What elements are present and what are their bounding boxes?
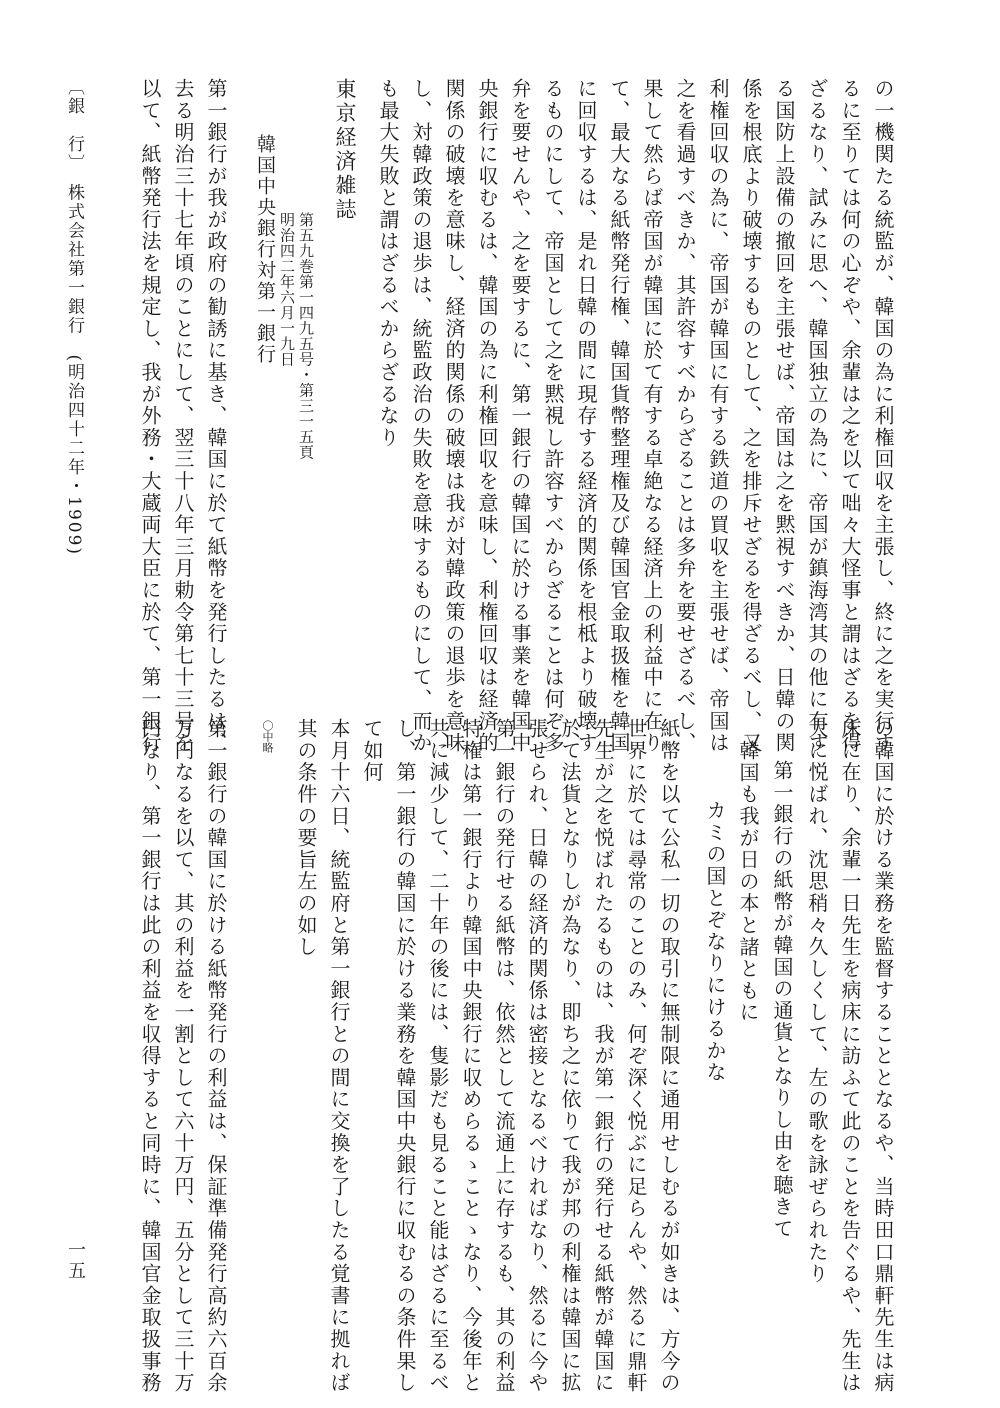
upper-body-column-2: 去る明治三十七年頃のことにして、翌三十八年三月勅令第七十三号を xyxy=(171,78,195,754)
lower-body-column-6: 第一銀行の発行せる紙幣は、依然として流通上に存するも、其の利益 xyxy=(492,718,516,1394)
lower-column-3: 大に悦ばれ、沈思稍々久しくして、左の歌を詠ぜられたり xyxy=(805,718,829,1285)
omission-note: 〇中略 xyxy=(261,720,274,753)
upper-column-13: 央銀行に収むるは、韓国の為に利権回収を意味し、利権回収は経済的 xyxy=(475,78,499,754)
lower-body-column-11: 本月十六日、統監府と第一銀行との間に交換を了したる覚書に拠れば xyxy=(327,718,351,1394)
upper-column-3: ざるなり、試みに思へ、韓国独立の為に、帝国が鎮海湾其の他に有す xyxy=(805,78,829,754)
upper-column-8: 果して然らば帝国が韓国に於て有する卓絶なる経済上の利益中に在り xyxy=(640,78,664,754)
upper-column-1: の一機関たる統監が、韓国の為に利権回収を主張し、終に之を実行す xyxy=(871,78,895,754)
upper-column-9: て、最大なる紙幣発行権、韓国貨幣整理権及び韓国官金取扱権を韓国 xyxy=(607,78,631,754)
lower-body-column-9: し、第一銀行の韓国に於ける業務を韓国中央銀行に収むるの条件果し xyxy=(393,718,417,1394)
lower-body-column-8: 共に減少して、二十年の後には、隻影だも見ること能はざるに至るべ xyxy=(426,718,450,1394)
lower-body-column-7: 特権は第一銀行より韓国中央銀行に収めらるゝことゝなり、今後年と xyxy=(459,718,483,1394)
footer-label: 〔銀 行〕 株式会社第一銀行 (明治四十二年・1909) xyxy=(64,78,84,557)
upper-column-16: も最大失敗と謂はざるべからざるなり xyxy=(376,78,400,449)
upper-column-7: 之を看過すべきか、其許容すべからざることは多弁を要せざるべし、 xyxy=(673,78,697,754)
lower-body-column-2: 世界に於ては尋常のことのみ、何ぞ深く悦ぶに足らんや、然るに鼎軒 xyxy=(624,718,648,1394)
lower-body-column-12: 其の条件の要旨左の如し xyxy=(294,718,318,958)
poem-line-2: カミの国とぞなりにけるかな xyxy=(703,800,727,1084)
lower-body-column-3: 先生が之を悦ばれたるものは、我が第一銀行の発行せる紙幣が韓国に xyxy=(591,718,615,1394)
upper-column-4: る国防上設備の撤回を主張せば、帝国は之を黙視すべきか、日韓の関 xyxy=(772,78,796,754)
lower-body-column-5: 張せられ、日韓の経済的関係は密接となるべければなり、然るに今や xyxy=(525,718,549,1394)
citation-issue: 第五九巻第一四九五号・第三一五頁 xyxy=(297,212,315,460)
lower-final-column-1: 第一銀行の韓国に於ける紙幣発行の利益は、保証準備発行高約六百余 xyxy=(204,718,228,1394)
upper-column-14: 関係の破壊を意味し、経済的関係の破壊は我が対韓政策の退歩を意味 xyxy=(442,78,466,754)
lower-body-column-10: て如何 xyxy=(360,718,384,784)
upper-body-column-3: 以て、紙幣発行法を規定し、我が外務・大蔵両大臣に於て、第一銀行 xyxy=(138,78,162,754)
lower-column-1: の韓国に於ける業務を監督することとなるや、当時田口鼎軒先生は病 xyxy=(871,718,895,1394)
citation-date: 明治四二年六月一九日 xyxy=(278,212,296,367)
source-title: 東京経済雑誌 xyxy=(333,78,357,222)
lower-body-column-4: 於て法貨となりしが為なり、即ち之に依りて我が邦の利権は韓国に拡 xyxy=(558,718,582,1394)
upper-body-column-1: 第一銀行が我が政府の勧誘に基き、韓国に於て紙幣を発行したるは、 xyxy=(204,78,228,754)
upper-column-10: に回収するは、是れ日韓の間に現存する経済的関係を根柢より破壊す xyxy=(574,78,598,754)
poem-intro: 第一銀行の紙幣が韓国の通貨となりし由を聴きて xyxy=(770,760,794,1240)
upper-column-11: るものにして、帝国として之を黙視し許容すべからざることは何ぞ多 xyxy=(541,78,565,754)
upper-column-15: し、対韓政策の退歩は、統監政治の失敗を意味するものにして、而か xyxy=(409,78,433,754)
article-title: 韓国中央銀行対第一銀行 xyxy=(254,134,276,365)
lower-final-column-2: 万円なるを以て、其の利益を一割として六十万円、五分として三十万 xyxy=(171,718,195,1394)
upper-column-5: 係を根底より破壊するものとして、之を排斥せざるを得ざるべし、又 xyxy=(739,78,763,754)
lower-final-column-3: 円なり、第一銀行は此の利益を収得すると同時に、韓国官金取扱事務 xyxy=(138,718,162,1394)
upper-column-12: 弁を要せんや、之を要するに、第一銀行の韓国に於ける事業を韓国中 xyxy=(508,78,532,754)
lower-body-column-1: 紙幣を以て公私一切の取引に無制限に通用せしむるが如きは、方今の xyxy=(657,718,681,1394)
upper-column-2: るに至りては何の心ぞや、余輩は之を以て咄々大怪事と謂はざるを得 xyxy=(838,78,862,754)
page-number: 一五 xyxy=(65,1240,86,1282)
lower-column-2: 床に在り、余輩一日先生を病床に訪ふて此のことを告ぐるや、先生は xyxy=(838,718,862,1394)
poem-line-1: 韓国も我が日の本と諸ともに xyxy=(736,740,760,1024)
upper-column-6: 利権回収の為に、帝国が韓国に有する鉄道の買収を主張せば、帝国は xyxy=(706,78,730,754)
